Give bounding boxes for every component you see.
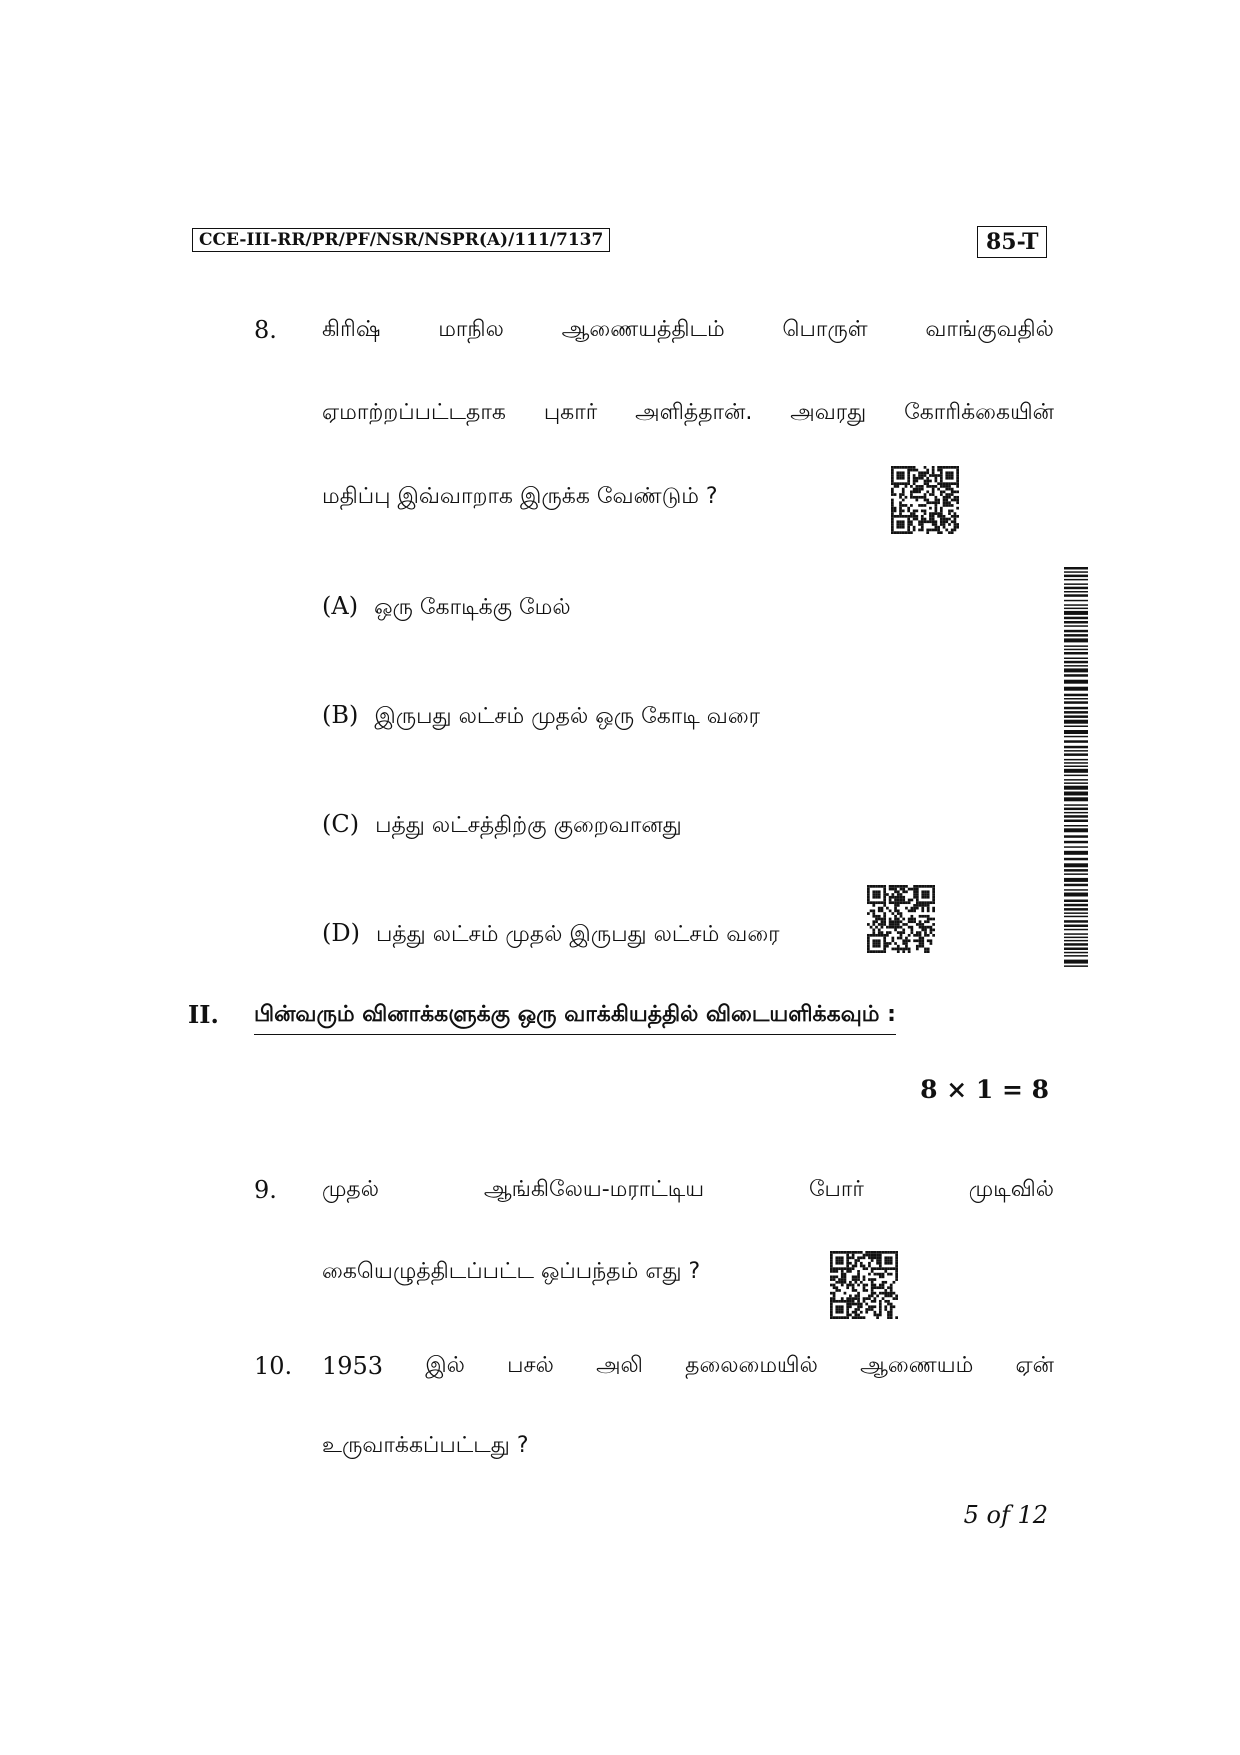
option-c-label: (C) xyxy=(322,810,360,838)
q8-word: மாநில xyxy=(438,317,504,342)
q10-word: தலைமையில் xyxy=(685,1353,818,1378)
q8-word: பொருள் xyxy=(782,317,868,342)
question-8-line-1 xyxy=(322,315,1054,345)
q10-word: ஏன் xyxy=(1015,1353,1054,1378)
section-marks: 8 × 1 = 8 xyxy=(920,1075,1049,1104)
q8-word: அவரது xyxy=(790,400,867,425)
option-b-label: (B) xyxy=(322,701,359,729)
qr-code-question-8-option-d xyxy=(867,885,935,953)
q9-word: ஆங்கிலேய-மராட்டிய xyxy=(483,1177,705,1202)
q8-word: கோரிக்கையின் xyxy=(904,400,1054,425)
q8-word: வாங்குவதில் xyxy=(925,317,1054,342)
option-c-text: பத்து லட்சத்திற்கு குறைவானது xyxy=(375,813,682,838)
option-c xyxy=(322,809,682,841)
paper-code: CCE-III-RR/PR/PF/NSR/NSPR(A)/111/7137 xyxy=(192,228,610,252)
question-9-line-1 xyxy=(322,1175,1054,1205)
q8-word: அளித்தான். xyxy=(635,400,753,425)
q8-word: ஏமாற்றப்பட்டதாக xyxy=(322,400,506,425)
page-number: 5 of 12 xyxy=(963,1501,1048,1529)
q9-word: முதல் xyxy=(322,1177,380,1202)
q10-word: அலி xyxy=(596,1353,643,1378)
question-10-number: 10. xyxy=(254,1352,293,1380)
q10-word: இல் xyxy=(425,1353,465,1378)
qr-code-question-8 xyxy=(891,466,959,534)
q9-word: போர் xyxy=(808,1177,864,1202)
section-heading: பின்வரும் வினாக்களுக்கு ஒரு வாக்கியத்தில் விடையளிக்கவும் : xyxy=(254,1000,896,1035)
q10-word: பசல் xyxy=(507,1353,554,1378)
series-code: 85-T xyxy=(977,226,1047,258)
question-8-line-2 xyxy=(322,398,1054,428)
q8-word: கிரிஷ் xyxy=(322,317,381,342)
q9-word: முடிவில் xyxy=(968,1177,1054,1202)
option-a-label: (A) xyxy=(322,592,359,620)
q8-word: ஆணையத்திடம் xyxy=(561,317,725,342)
question-8-number: 8. xyxy=(254,316,277,344)
question-10-line-1 xyxy=(322,1351,1054,1381)
option-a-text: ஒரு கோடிக்கு மேல் xyxy=(374,595,571,620)
question-9-number: 9. xyxy=(254,1176,277,1204)
qr-code-question-9 xyxy=(830,1251,898,1319)
question-10-line-2: உருவாக்கப்பட்டது ? xyxy=(322,1433,529,1458)
barcode xyxy=(1064,567,1088,967)
q10-word: ஆணையம் xyxy=(860,1353,974,1378)
q8-word: புகார் xyxy=(543,400,598,425)
q10-word: 1953 xyxy=(322,1352,384,1380)
question-9-line-2: கையெழுத்திடப்பட்ட ஒப்பந்தம் எது ? xyxy=(322,1259,701,1284)
option-a xyxy=(322,591,571,623)
option-d xyxy=(322,918,780,950)
option-b-text: இருபது லட்சம் முதல் ஒரு கோடி வரை xyxy=(374,704,761,729)
option-d-label: (D) xyxy=(322,919,360,947)
question-8-line-3: மதிப்பு இவ்வாறாக இருக்க வேண்டும் ? xyxy=(322,484,718,509)
option-d-text: பத்து லட்சம் முதல் இருபது லட்சம் வரை xyxy=(375,922,780,947)
option-b xyxy=(322,700,760,732)
section-number: II. xyxy=(188,1000,219,1029)
